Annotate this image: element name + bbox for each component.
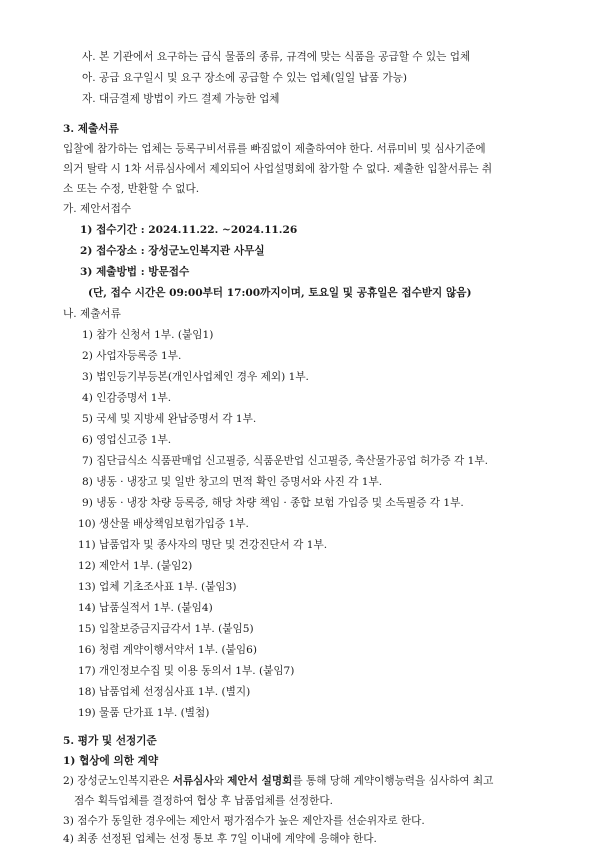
document-item: 7) 집단급식소 식품판매업 신고필증, 식품운반업 신고필증, 축산물가공업 허가증 각 1부.	[82, 455, 488, 467]
document-item: 4) 인감증명서 1부.	[82, 392, 172, 404]
eligibility-item-ja: 자. 대금결제 방법이 카드 결제 가능한 업체	[82, 93, 280, 105]
document-item: 15) 입찰보증금지급각서 1부. (붙임5)	[78, 623, 254, 635]
document-item: 3) 법인등기부등본(개인사업체인 경우 제외) 1부.	[82, 371, 309, 383]
document-item: 14) 납품실적서 1부. (붙임4)	[78, 602, 213, 614]
receipt-note: (단, 접수 시간은 09:00부터 17:00까지이며, 토요일 및 공휴일은 접수받지 않음)	[88, 287, 472, 299]
section5-item3: 3) 점수가 동일한 경우에는 제안서 평가점수가 높은 제안자를 선순위자로 한다.	[63, 815, 425, 827]
document-item: 6) 영업신고증 1부.	[82, 434, 172, 446]
document-item: 10) 생산물 배상책임보험가입증 1부.	[78, 518, 249, 530]
eligibility-item-sa: 사. 본 기관에서 요구하는 급식 물품의 종류, 규격에 맞는 식품을 공급할 수 있는 업체	[82, 51, 471, 63]
section5-item2-part3: 를 통해 당해 계약이행능력을 심사하여 최고	[292, 775, 494, 787]
document-item: 12) 제안서 1부. (붙임2)	[78, 560, 193, 572]
receipt-place: 2) 접수장소 : 장성군노인복지관 사무실	[80, 245, 265, 257]
document-item: 5) 국세 및 지방세 완납증명서 각 1부.	[82, 413, 257, 425]
document-item: 13) 업체 기초조사표 1부. (붙임3)	[78, 581, 237, 593]
document-item: 16) 청렴 계약이행서약서 1부. (붙임6)	[78, 644, 257, 656]
section5-item2-bold2: 제안서 설명회	[227, 775, 293, 787]
section5-item4: 4) 최종 선정된 업체는 선정 통보 후 7일 이내에 계약에 응해야 한다.	[63, 833, 377, 845]
document-item: 17) 개인정보수집 및 이용 동의서 1부. (붙임7)	[78, 665, 295, 677]
section3-intro-line2: 의거 탈락 시 1차 서류심사에서 제외되어 사업설명회에 참가할 수 없다. 제출한 입찰서류는 취	[63, 163, 493, 175]
document-item: 19) 물품 단가표 1부. (별첨)	[78, 707, 210, 719]
section5-item2-part2: 와	[213, 775, 228, 787]
document-item: 8) 냉동 · 냉장고 및 일반 창고의 면적 확인 증명서와 사진 각 1부.	[82, 476, 383, 488]
section5-item1: 1) 협상에 의한 계약	[63, 755, 159, 767]
eligibility-item-a: 아. 공급 요구일시 및 요구 장소에 공급할 수 있는 업체(일일 납품 가능)	[82, 72, 407, 84]
section5-item2-line2: 점수 획득업체를 결정하여 협상 후 납품업체를 선정한다.	[74, 795, 333, 807]
document-item: 2) 사업자등록증 1부.	[82, 350, 182, 362]
section5-item2-line1	[63, 774, 493, 788]
sub-heading-documents: 나. 제출서류	[63, 308, 121, 320]
section5-item2-part1: 2) 장성군노인복지관은	[63, 775, 173, 787]
section3-heading: 3. 제출서류	[63, 123, 119, 135]
document-item: 18) 납품업체 선정심사표 1부. (별지)	[78, 686, 251, 698]
receipt-period: 1) 접수기간 : 2024.11.22. ~2024.11.26	[80, 224, 298, 236]
section3-intro-line1: 입찰에 참가하는 업체는 등록구비서류를 빠짐없이 제출하여야 한다. 서류미비 및 심사기준에	[63, 143, 486, 155]
section3-intro-line3: 소 또는 수정, 반환할 수 없다.	[63, 183, 200, 195]
sub-heading-proposal-receipt: 가. 제안서접수	[63, 203, 132, 215]
document-item: 11) 납품업자 및 종사자의 명단 및 건강진단서 각 1부.	[78, 539, 328, 551]
receipt-method: 3) 제출방법 : 방문접수	[80, 266, 190, 278]
section5-item2-bold1: 서류심사	[172, 775, 214, 787]
section5-heading: 5. 평가 및 선정기준	[63, 735, 157, 747]
document-item: 1) 참가 신청서 1부. (붙임1)	[82, 329, 214, 341]
document-item: 9) 냉동 · 냉장 차량 등록증, 해당 차량 책임 · 종합 보험 가입증 및 소독필증 각 1부.	[82, 497, 464, 509]
